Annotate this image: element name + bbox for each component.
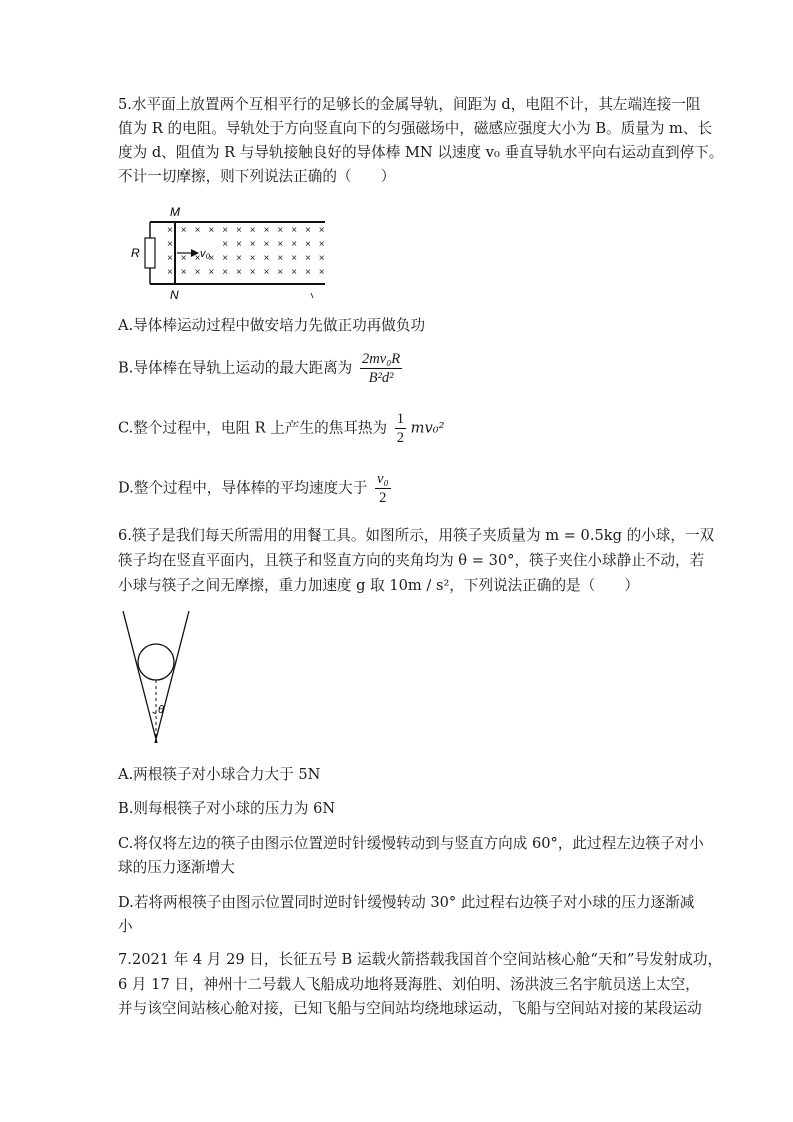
fraction-numerator: 1 — [396, 411, 404, 427]
field-cross: × — [263, 267, 270, 278]
magnetic-field — [167, 225, 325, 278]
q5-option-c-tail: mv₀² — [410, 419, 445, 437]
field-cross: × — [263, 253, 270, 264]
q6-line-2: 筷子均在竖直平面内，且筷子和竖直方向的夹角均为 θ = 30°，筷子夹住小球静止不动，若 — [118, 552, 705, 569]
q6-line-3: 小球与筷子之间无摩擦，重力加速度 g 取 10m / s²，下列说法正确的是（ ） — [118, 577, 640, 594]
q5-line-1: 5.水平面上放置两个互相平行的足够长的金属导轨，间距为 d，电阻不计，其左端连接一阻 — [118, 96, 701, 113]
q5-option-c-text: C.整个过程中，电阻 R 上产生的焦耳热为 — [118, 419, 388, 437]
field-cross: × — [249, 239, 256, 250]
q5-option-d-fraction — [375, 470, 391, 507]
field-cross: × — [236, 267, 242, 278]
field-cross: × — [263, 239, 270, 250]
q5-option-d — [118, 470, 391, 507]
q5-option-d-text: D.整个过程中，导体棒的平均速度大于 — [118, 479, 368, 497]
field-cross: × — [291, 239, 298, 250]
q5-line-3: 度为 d、阻值为 R 与导轨接触良好的导体棒 MN 以速度 v₀ 垂直导轨水平向右运动直到停下。 — [118, 144, 724, 161]
field-cross: × — [180, 225, 187, 236]
field-cross: × — [249, 253, 256, 264]
field-cross: × — [167, 239, 173, 250]
label-theta: θ — [158, 704, 164, 716]
field-cross: × — [305, 253, 311, 264]
field-cross: × — [222, 267, 229, 278]
field-cross: × — [222, 239, 229, 250]
field-cross: × — [208, 253, 215, 264]
field-cross: × — [167, 225, 173, 236]
q5-option-a: A.导体棒运动过程中做安培力先做正功再做负功 — [118, 317, 426, 334]
field-cross: × — [291, 225, 298, 236]
q6-option-d-line-2: 小 — [118, 918, 133, 935]
fraction-denominator: B²d² — [368, 370, 394, 386]
q7-line-3: 并与该空间站核心舱对接，已知飞船与空间站均绕地球运动，飞船与空间站对接的某段运动 — [118, 1000, 702, 1017]
q6-option-a: A.两根筷子对小球合力大于 5N — [118, 766, 321, 783]
field-cross: × — [194, 225, 201, 236]
field-cross: × — [305, 239, 311, 250]
field-cross: × — [167, 267, 173, 278]
field-cross: × — [318, 225, 325, 236]
q5-rail-diagram — [125, 200, 340, 305]
field-cross: × — [249, 225, 256, 236]
field-cross: × — [236, 253, 242, 264]
q7-line-2: 6 月 17 日，神州十二号载人飞船成功地将聂海胜、刘伯明、汤洪波三名宇航员送上太空， — [118, 976, 700, 993]
field-cross: × — [194, 253, 201, 264]
field-cross: × — [291, 267, 298, 278]
q6-option-d-line-1: D.若将两根筷子由图示位置同时逆时针缓慢转动 30° 此过程右边筷子对小球的压力逐渐减 — [118, 894, 695, 911]
label-v0: v₀ — [200, 248, 211, 260]
fraction-denominator: 2 — [396, 430, 404, 446]
field-cross: × — [318, 239, 325, 250]
label-R: R — [131, 246, 140, 260]
field-cross: × — [277, 239, 284, 250]
field-cross: × — [236, 225, 242, 236]
field-cross: × — [249, 267, 256, 278]
field-cross: × — [305, 225, 311, 236]
field-cross: × — [194, 267, 201, 278]
q5-line-4: 不计一切摩擦，则下列说法正确的（ ） — [118, 168, 396, 185]
q6-option-b: B.则每根筷子对小球的压力为 6N — [118, 800, 336, 817]
field-cross: × — [180, 267, 187, 278]
field-cross: × — [180, 253, 187, 264]
q5-option-c-fraction — [395, 410, 406, 447]
label-M: M — [170, 205, 180, 219]
angle-arc — [153, 712, 157, 713]
field-cross: × — [236, 239, 242, 250]
field-cross: × — [318, 253, 325, 264]
q6-chopsticks-diagram — [115, 605, 205, 750]
fraction-denominator: 2 — [379, 490, 387, 506]
q5-line-2: 值为 R 的电阻。导轨处于方向竖直向下的匀强磁场中，磁感应强度大小为 B。质量为 m、长 — [118, 120, 713, 137]
q5-option-c — [118, 410, 444, 447]
field-cross: × — [277, 225, 284, 236]
field-cross: × — [277, 253, 284, 264]
resistor — [145, 238, 155, 268]
q6-line-1: 6.筷子是我们每天所需用的用餐工具。如图所示，用筷子夹质量为 m = 0.5kg 的小球，一双 — [118, 527, 715, 544]
q6-option-c-line-2: 球的压力逐渐增大 — [118, 859, 235, 876]
field-cross: × — [318, 267, 325, 278]
q5-option-b-fraction — [360, 350, 402, 387]
field-cross: × — [222, 225, 229, 236]
fraction-numerator: 2mv₀R — [361, 351, 401, 367]
field-cross: × — [263, 225, 270, 236]
ball — [138, 644, 174, 680]
fraction-numerator: v₀ — [376, 471, 389, 487]
q6-option-c-line-1: C.将仅将左边的筷子由图示位置逆时针缓慢转动到与竖直方向成 60°，此过程左边筷子对小 — [118, 835, 704, 852]
field-cross: × — [208, 225, 215, 236]
field-cross: × — [208, 267, 215, 278]
field-cross: × — [305, 267, 311, 278]
q5-option-b — [118, 350, 402, 387]
q7-line-1: 7.2021 年 4 月 29 日，长征五号 B 运载火箭搭载我国首个空间站核心舱“天和”号发射成功， — [118, 951, 723, 968]
field-cross: × — [291, 253, 298, 264]
field-cross: × — [167, 253, 173, 264]
label-N: N — [170, 288, 179, 302]
field-cross: × — [222, 253, 229, 264]
field-cross: × — [277, 267, 284, 278]
q5-option-b-text: B.导体棒在导轨上运动的最大距离为 — [118, 359, 353, 377]
